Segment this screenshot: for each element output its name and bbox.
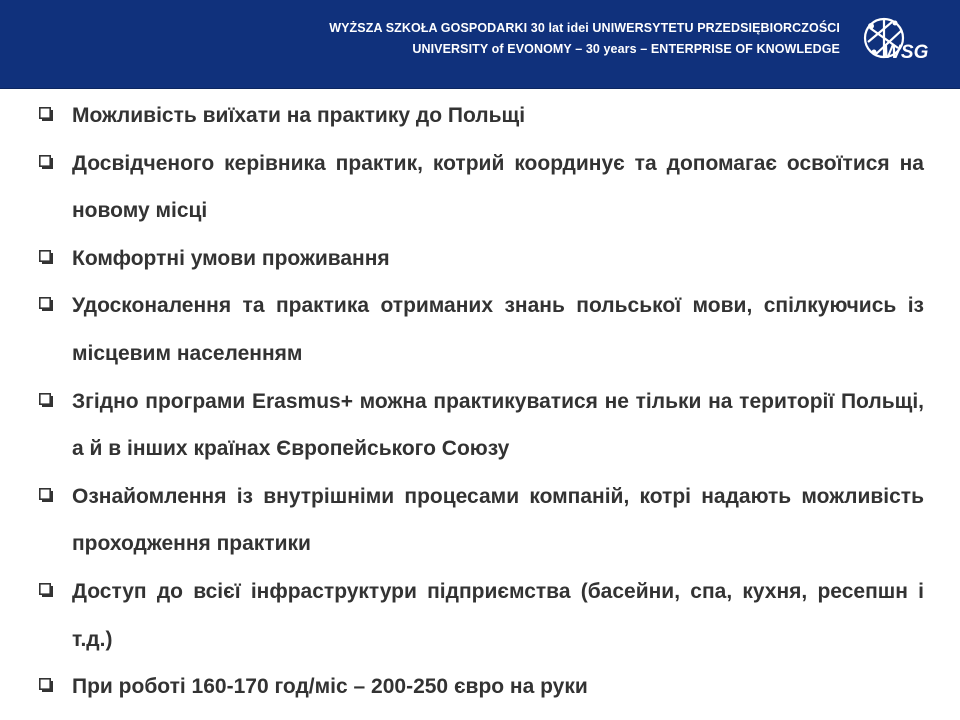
checkbox-square-icon [39,250,53,264]
bullet-text: Згідно програми Erasmus+ можна практикуватися не тільки на території Польщі, а й в інших країнах Європейського Союзу [72,389,924,461]
logo-text: WSG [883,42,928,63]
bullet-text: Комфортні умови проживання [72,246,390,270]
bullet-item [38,378,924,473]
bullet-list [38,92,924,711]
checkbox-square-icon [39,155,53,169]
checkbox-square-icon [39,678,53,692]
header-banner [0,0,960,88]
header-text [329,18,840,60]
bullet-item [38,140,924,235]
bullet-item [38,282,924,377]
bullet-item [38,235,924,283]
header-line-1: WYŻSZA SZKOŁA GOSPODARKI 30 lat idei UNIWERSYTETU PRZEDSIĘBIORCZOŚCI [329,21,840,35]
bullet-item [38,473,924,568]
bullet-item [38,663,924,711]
checkbox-square-icon [39,583,53,597]
bullet-text: Ознайомлення із внутрішніми процесами компаній, котрі надають можливість проходження практики [72,484,924,556]
bullet-text: Досвідченого керівника практик, котрий координує та допомагає освоїтися на новому місці [72,151,924,223]
bullet-text: Можливість виїхати на практику до Польщі [72,104,526,127]
bullet-text: Доступ до всієї інфраструктури підприємства (басейни, спа, кухня, ресепшн і т.д.) [72,579,924,651]
header-divider [0,88,960,89]
checkbox-square-icon [39,393,53,407]
bullet-item [38,568,924,663]
bullet-text: При роботі 160-170 год/міс – 200-250 євро на руки [72,675,588,699]
checkbox-square-icon [39,297,53,311]
bullet-text: Удосконалення та практика отриманих знань польської мови, спілкуючись із місцевим населенням [72,294,924,365]
checkbox-square-icon [39,107,53,121]
header-line-2: UNIVERSITY of EVONOMY – 30 years – ENTERPRISE OF KNOWLEDGE [412,42,840,56]
checkbox-square-icon [39,488,53,502]
wsg-logo-icon [862,14,928,66]
bullet-item [38,92,924,140]
